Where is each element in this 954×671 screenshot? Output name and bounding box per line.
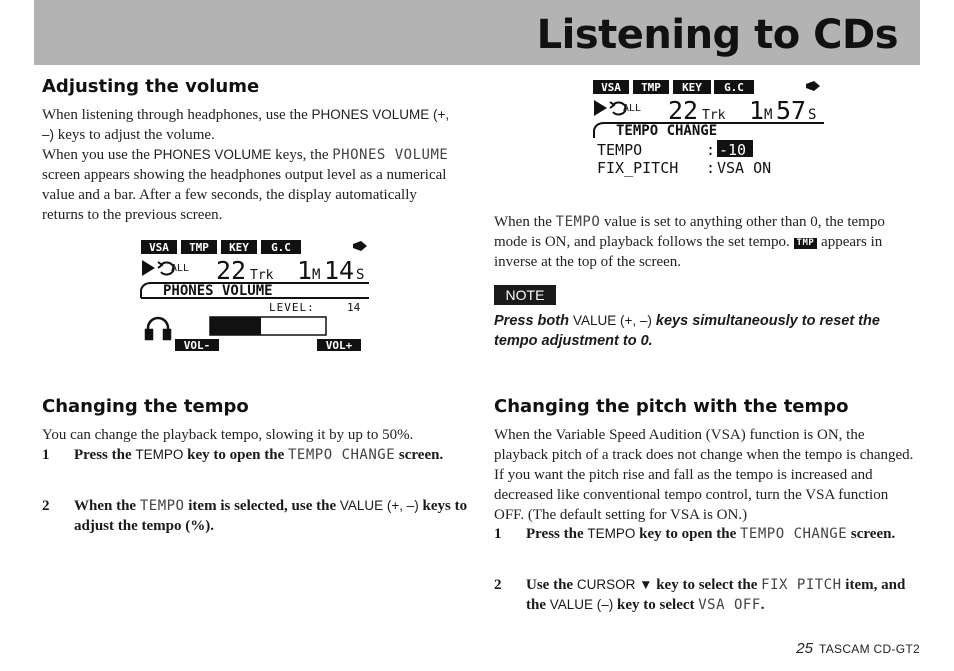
fish-icon bbox=[806, 81, 820, 91]
text-run: screen appears showing the headphones output level as a numerical value and a bar. After a few seconds, the display automatically returns to the previous screen. bbox=[42, 167, 447, 223]
tempo-label: TEMPO bbox=[597, 141, 643, 159]
tab-vsa: VSA bbox=[601, 81, 621, 94]
track-number: 22 bbox=[216, 256, 247, 285]
text-run: key to select bbox=[613, 597, 699, 613]
repeat-mode: ALL bbox=[623, 103, 642, 114]
key-name: VALUE (–) bbox=[549, 597, 614, 612]
time-seconds: 57 bbox=[776, 96, 807, 125]
text-run: Press the bbox=[526, 526, 588, 542]
section-heading-volume: Adjusting the volume bbox=[42, 76, 260, 97]
text-run: When the bbox=[494, 214, 556, 230]
track-number: 22 bbox=[668, 96, 699, 125]
time-seconds: 14 bbox=[324, 256, 355, 285]
text-run: appears in inverse at the top of the screen. bbox=[494, 234, 883, 270]
screen-title: PHONES VOLUME bbox=[163, 283, 273, 299]
tab-key: KEY bbox=[229, 241, 249, 254]
text-run: item is selected, use the bbox=[184, 498, 340, 514]
level-label: LEVEL: bbox=[269, 301, 315, 314]
fix-pitch-value: VSA ON bbox=[717, 159, 772, 177]
text-run: key to open the bbox=[635, 526, 740, 542]
step-text bbox=[526, 524, 920, 544]
text-run: item, and the bbox=[526, 577, 906, 613]
note-badge: NOTE bbox=[494, 285, 556, 305]
track-unit: Trk bbox=[702, 108, 726, 123]
lcd-term: TEMPO CHANGE bbox=[288, 447, 396, 463]
tab-vsa: VSA bbox=[149, 241, 169, 254]
tab-gc: G.C bbox=[271, 241, 291, 254]
lcd-term: FIX PITCH bbox=[761, 577, 842, 593]
page-footer bbox=[796, 640, 920, 658]
tab-gc: G.C bbox=[724, 81, 744, 94]
page-title: Listening to CDs bbox=[536, 12, 898, 58]
product-name: TASCAM CD-GT2 bbox=[818, 642, 920, 656]
headphones-icon bbox=[146, 318, 170, 339]
lcd-term: TEMPO CHANGE bbox=[740, 526, 848, 542]
title-banner bbox=[34, 0, 920, 65]
pitch-step-2 bbox=[494, 575, 920, 615]
tempo-step-1 bbox=[42, 445, 472, 485]
minutes-unit: M bbox=[312, 267, 321, 283]
text-run: Use the bbox=[526, 577, 577, 593]
section-heading-pitch: Changing the pitch with the tempo bbox=[494, 396, 849, 417]
step-number: 2 bbox=[494, 577, 502, 593]
seconds-unit: S bbox=[356, 267, 365, 283]
step-number: 2 bbox=[42, 498, 50, 514]
lcd-term: PHONES VOLUME bbox=[332, 147, 449, 163]
seconds-unit: S bbox=[808, 107, 817, 123]
page-number: 25 bbox=[796, 640, 813, 657]
text-run: value is set to anything other than 0, the tempo mode is ON, and playback follows the set tempo. bbox=[494, 214, 885, 250]
play-icon bbox=[142, 260, 155, 276]
time-minutes: 1 bbox=[297, 256, 313, 285]
note-text bbox=[494, 311, 914, 351]
key-name: VALUE (+, –) bbox=[572, 313, 652, 328]
text-run: When listening through headphones, use the bbox=[42, 107, 312, 123]
lcd-tempo-change-screen bbox=[592, 78, 828, 178]
text-run: key to open the bbox=[183, 447, 288, 463]
lcd-phones-volume-screen bbox=[139, 238, 371, 354]
key-name: VALUE (+, –) bbox=[339, 498, 419, 513]
lcd-term: TEMPO bbox=[555, 214, 601, 230]
volume-paragraph bbox=[42, 105, 462, 225]
track-unit: Trk bbox=[250, 268, 274, 283]
text-run: keys, the bbox=[271, 147, 333, 163]
step-text bbox=[74, 496, 472, 536]
screen-title: TEMPO CHANGE bbox=[616, 123, 718, 139]
fish-icon bbox=[353, 241, 367, 251]
pitch-intro: When the Variable Speed Audition (VSA) function is ON, the playback pitch of a track does not change when the tempo is changed. If you want the pitch rise and fall as the tempo is increased and decreased like conventional tempo control, turn the VSA function OFF. (The default setting for VSA is ON.) bbox=[494, 427, 914, 523]
step-number: 1 bbox=[494, 526, 502, 542]
tempo-info-paragraph bbox=[494, 212, 914, 272]
tempo-intro: You can change the playback tempo, slowing it by up to 50%. bbox=[42, 427, 414, 443]
tab-tmp: TMP bbox=[189, 241, 209, 254]
time-minutes: 1 bbox=[749, 96, 765, 125]
key-name: TEMPO bbox=[135, 447, 184, 462]
tab-tmp: TMP bbox=[641, 81, 661, 94]
level-bar-fill bbox=[210, 317, 261, 335]
tempo-value: -10 bbox=[719, 141, 747, 159]
key-name: PHONES VOLUME (+, –) bbox=[42, 107, 450, 142]
text-run: keys to adjust the volume. bbox=[54, 127, 215, 143]
fix-pitch-sep: : bbox=[706, 159, 716, 177]
vol-plus-label: VOL+ bbox=[325, 339, 353, 352]
lcd-term: TEMPO bbox=[139, 498, 185, 514]
text-run: When you use the bbox=[42, 147, 154, 163]
step-number: 1 bbox=[42, 447, 50, 463]
vol-minus-label: VOL- bbox=[183, 339, 211, 352]
text-run: screen. bbox=[847, 526, 896, 542]
pitch-step-1 bbox=[494, 524, 920, 564]
tmp-indicator-icon: TMP bbox=[794, 238, 818, 249]
status-tabs bbox=[141, 240, 301, 254]
text-run: . bbox=[760, 597, 765, 613]
tempo-sep: : bbox=[706, 141, 716, 159]
status-tabs bbox=[593, 80, 754, 94]
tab-key: KEY bbox=[682, 81, 702, 94]
text-run: When the bbox=[74, 498, 140, 514]
key-name: CURSOR ▼ bbox=[576, 577, 653, 592]
text-run: Press both bbox=[494, 313, 573, 329]
level-value: 14 bbox=[347, 301, 361, 314]
play-icon bbox=[594, 100, 607, 116]
repeat-mode: ALL bbox=[171, 263, 190, 274]
tempo-step-2 bbox=[42, 496, 472, 536]
lcd-term: VSA OFF bbox=[698, 597, 761, 613]
step-text bbox=[526, 575, 920, 615]
text-run: Press the bbox=[74, 447, 136, 463]
text-run: key to select the bbox=[652, 577, 762, 593]
fix-pitch-label: FIX_PITCH bbox=[597, 159, 679, 177]
text-run: keys simultaneously to reset the tempo adjustment to 0. bbox=[494, 313, 880, 349]
text-run: screen. bbox=[395, 447, 444, 463]
section-heading-tempo: Changing the tempo bbox=[42, 396, 249, 417]
minutes-unit: M bbox=[764, 107, 773, 123]
key-name: TEMPO bbox=[587, 526, 636, 541]
key-name: PHONES VOLUME bbox=[153, 147, 272, 162]
text-run: keys to adjust the tempo (%). bbox=[74, 498, 468, 534]
step-text bbox=[74, 445, 472, 465]
